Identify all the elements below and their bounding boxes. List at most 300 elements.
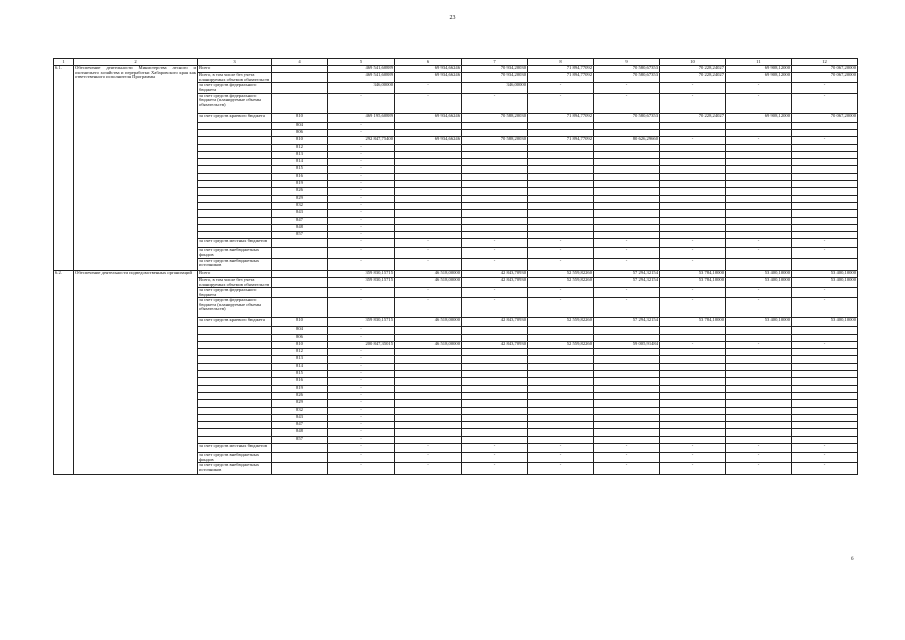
amount-cell: - <box>528 463 594 475</box>
amount-cell <box>726 422 792 429</box>
amount-cell: - <box>328 334 395 341</box>
amount-cell: 70 934,20030 <box>462 73 528 83</box>
amount-cell: - <box>462 444 528 453</box>
funding-source <box>198 414 272 421</box>
amount-cell <box>660 144 726 151</box>
amount-cell <box>594 217 660 224</box>
amount-cell: - <box>528 444 594 453</box>
amount-cell <box>594 151 660 158</box>
amount-cell <box>792 422 858 429</box>
amount-cell: - <box>726 288 792 298</box>
amount-cell: 53 400,10000 <box>792 318 858 327</box>
amount-cell <box>726 371 792 378</box>
funding-source: за счет средств внебюджетных источников <box>198 258 272 270</box>
amount-cell: - <box>726 239 792 248</box>
amount-cell: - <box>328 202 395 209</box>
amount-cell: - <box>395 93 462 113</box>
amount-cell: - <box>792 463 858 475</box>
amount-cell: - <box>462 298 528 318</box>
funding-source: за счет средств федерального бюджета (планируемые объемы обязательств) <box>198 298 272 318</box>
amount-cell <box>660 151 726 158</box>
amount-cell: 53 400,10000 <box>726 270 792 277</box>
funding-source <box>198 400 272 407</box>
amount-cell: - <box>660 93 726 113</box>
amount-cell <box>660 349 726 356</box>
amount-cell <box>528 202 594 209</box>
table-body <box>54 59 858 475</box>
amount-cell <box>594 363 660 370</box>
amount-cell <box>462 195 528 202</box>
amount-cell: 46 518,00000 <box>395 270 462 277</box>
amount-cell: - <box>528 93 594 113</box>
amount-cell <box>792 429 858 436</box>
amount-cell <box>660 159 726 166</box>
amount-cell <box>660 363 726 370</box>
funding-source: за счет средств внебюджетных фондов <box>198 248 272 258</box>
amount-cell <box>395 429 462 436</box>
amount-cell: - <box>328 363 395 370</box>
amount-cell: 70 580,67353 <box>594 73 660 83</box>
amount-cell: 52 559,82260 <box>528 270 594 277</box>
amount-cell <box>792 414 858 421</box>
funding-source <box>198 327 272 334</box>
amount-cell <box>726 334 792 341</box>
amount-cell: 52 559,82260 <box>528 341 594 348</box>
header-cell: 5 <box>328 59 395 66</box>
budget-code: 843 <box>272 210 328 217</box>
budget-code <box>272 463 328 475</box>
amount-cell: 69 934,66246 <box>395 66 462 73</box>
amount-cell: - <box>792 444 858 453</box>
amount-cell <box>395 371 462 378</box>
amount-cell: 70 067,20000 <box>792 113 858 122</box>
funding-source: Всего, в том числе без учета планируемых объемов обязательств <box>198 277 272 287</box>
amount-cell <box>528 371 594 378</box>
amount-cell <box>528 122 594 129</box>
amount-cell <box>594 181 660 188</box>
amount-cell <box>528 327 594 334</box>
amount-cell <box>726 129 792 136</box>
budget-code: 829 <box>272 195 328 202</box>
amount-cell: - <box>328 93 395 113</box>
budget-code: 813 <box>272 356 328 363</box>
amount-cell: - <box>328 429 395 436</box>
amount-cell <box>660 327 726 334</box>
amount-cell: 71 894,77092 <box>528 73 594 83</box>
amount-cell <box>792 210 858 217</box>
amount-cell: - <box>328 181 395 188</box>
funding-source <box>198 144 272 151</box>
amount-cell <box>792 232 858 239</box>
budget-code: 857 <box>272 232 328 239</box>
funding-source <box>198 122 272 129</box>
amount-cell: - <box>328 327 395 334</box>
amount-cell <box>792 195 858 202</box>
block-number: 6.2. <box>54 270 74 475</box>
amount-cell <box>395 129 462 136</box>
amount-cell <box>660 232 726 239</box>
amount-cell: - <box>395 298 462 318</box>
budget-code <box>272 239 328 248</box>
amount-cell <box>726 436 792 443</box>
amount-cell: 359 830,15715 <box>328 318 395 327</box>
amount-cell <box>594 371 660 378</box>
amount-cell: 53 784,10000 <box>660 318 726 327</box>
amount-cell <box>528 129 594 136</box>
amount-cell: - <box>328 166 395 173</box>
amount-cell: - <box>328 188 395 195</box>
funding-source: Всего <box>198 66 272 73</box>
budget-code: 813 <box>272 151 328 158</box>
page-number: 23 <box>449 15 456 21</box>
amount-cell <box>792 217 858 224</box>
amount-cell: 69 908,12000 <box>726 66 792 73</box>
amount-cell: - <box>395 83 462 93</box>
amount-cell <box>726 232 792 239</box>
amount-cell <box>462 144 528 151</box>
amount-cell: - <box>726 248 792 258</box>
amount-cell <box>594 159 660 166</box>
amount-cell: - <box>792 239 858 248</box>
amount-cell <box>660 378 726 385</box>
amount-cell: 71 894,77092 <box>528 113 594 122</box>
amount-cell: 200 847,35015 <box>328 341 395 348</box>
budget-code: 819 <box>272 385 328 392</box>
amount-cell: - <box>395 288 462 298</box>
amount-cell <box>395 195 462 202</box>
amount-cell: - <box>328 210 395 217</box>
table-row <box>54 270 858 277</box>
block-number: 6.1. <box>54 66 74 271</box>
amount-cell <box>462 181 528 188</box>
table-row <box>54 66 858 73</box>
amount-cell <box>660 195 726 202</box>
funding-source <box>198 210 272 217</box>
funding-source: за счет средств местных бюджетов <box>198 239 272 248</box>
amount-cell: 292 847,75400 <box>328 137 395 144</box>
amount-cell <box>726 159 792 166</box>
amount-cell <box>660 217 726 224</box>
amount-cell <box>792 392 858 399</box>
amount-cell <box>395 356 462 363</box>
amount-cell <box>660 407 726 414</box>
amount-cell: - <box>594 258 660 270</box>
amount-cell <box>528 151 594 158</box>
funding-source <box>198 429 272 436</box>
amount-cell: - <box>726 298 792 318</box>
amount-cell: 359 830,15715 <box>328 270 395 277</box>
amount-cell <box>528 159 594 166</box>
amount-cell <box>792 173 858 180</box>
block-name: Обеспечение деятельности подведомственных организаций <box>74 270 198 475</box>
budget-code: 810 <box>272 113 328 122</box>
amount-cell <box>395 159 462 166</box>
funding-source <box>198 232 272 239</box>
funding-source <box>198 224 272 231</box>
amount-cell: 46 518,00000 <box>395 341 462 348</box>
amount-cell: - <box>792 248 858 258</box>
amount-cell <box>462 334 528 341</box>
amount-cell <box>594 210 660 217</box>
amount-cell <box>594 327 660 334</box>
amount-cell: 346,00000 <box>462 83 528 93</box>
amount-cell: - <box>328 378 395 385</box>
amount-cell <box>528 210 594 217</box>
amount-cell <box>395 224 462 231</box>
amount-cell: - <box>660 248 726 258</box>
amount-cell: - <box>528 248 594 258</box>
amount-cell <box>395 166 462 173</box>
amount-cell <box>462 436 528 443</box>
amount-cell: - <box>328 400 395 407</box>
amount-cell <box>726 429 792 436</box>
funding-source <box>198 422 272 429</box>
amount-cell: - <box>528 453 594 463</box>
funding-source <box>198 407 272 414</box>
amount-cell <box>528 363 594 370</box>
amount-cell <box>726 349 792 356</box>
header-row <box>54 59 858 66</box>
amount-cell <box>395 378 462 385</box>
amount-cell: - <box>660 258 726 270</box>
amount-cell: - <box>328 392 395 399</box>
amount-cell <box>528 173 594 180</box>
amount-cell <box>660 181 726 188</box>
amount-cell: - <box>328 349 395 356</box>
amount-cell <box>395 122 462 129</box>
amount-cell: 70 228,24027 <box>660 73 726 83</box>
amount-cell <box>594 188 660 195</box>
amount-cell: 69 908,12000 <box>726 73 792 83</box>
amount-cell: - <box>660 137 726 144</box>
amount-cell: - <box>462 288 528 298</box>
amount-cell <box>528 144 594 151</box>
budget-code: 806 <box>272 334 328 341</box>
budget-code: 826 <box>272 392 328 399</box>
amount-cell: - <box>792 288 858 298</box>
budget-code <box>272 258 328 270</box>
amount-cell: - <box>395 239 462 248</box>
amount-cell <box>395 385 462 392</box>
amount-cell <box>792 400 858 407</box>
amount-cell: 346,00000 <box>328 83 395 93</box>
budget-code: 815 <box>272 371 328 378</box>
amount-cell: - <box>328 159 395 166</box>
amount-cell <box>462 122 528 129</box>
amount-cell <box>792 224 858 231</box>
amount-cell <box>594 334 660 341</box>
budget-code: 848 <box>272 429 328 436</box>
amount-cell: 52 559,82260 <box>528 318 594 327</box>
funding-source <box>198 159 272 166</box>
amount-cell: 70 580,67353 <box>594 66 660 73</box>
header-cell: 6 <box>395 59 462 66</box>
amount-cell: 52 559,82260 <box>528 277 594 287</box>
funding-source: за счет средств внебюджетных источников <box>198 463 272 475</box>
amount-cell <box>462 327 528 334</box>
budget-code: 810 <box>272 341 328 348</box>
amount-cell: - <box>328 422 395 429</box>
amount-cell: - <box>328 453 395 463</box>
amount-cell <box>792 371 858 378</box>
amount-cell: - <box>594 93 660 113</box>
amount-cell: 71 894,77092 <box>528 137 594 144</box>
budget-code: 804 <box>272 122 328 129</box>
amount-cell <box>594 414 660 421</box>
amount-cell <box>660 429 726 436</box>
amount-cell <box>528 436 594 443</box>
amount-cell: 70 580,67353 <box>594 113 660 122</box>
amount-cell: - <box>660 298 726 318</box>
amount-cell <box>528 188 594 195</box>
amount-cell: - <box>462 239 528 248</box>
amount-cell <box>792 188 858 195</box>
funding-source <box>198 385 272 392</box>
amount-cell <box>528 414 594 421</box>
amount-cell: - <box>328 463 395 475</box>
budget-code <box>272 93 328 113</box>
block-name: Обеспечение деятельности Министерства лесного и охотничьего хозяйства и переработки Хабаровского края как ответственного исполнителя Программы <box>74 66 198 271</box>
amount-cell: 57 294,32154 <box>594 270 660 277</box>
amount-cell: - <box>660 83 726 93</box>
amount-cell <box>462 407 528 414</box>
budget-code <box>272 444 328 453</box>
budget-code <box>272 277 328 287</box>
amount-cell: 69 934,66246 <box>395 73 462 83</box>
amount-cell <box>660 224 726 231</box>
amount-cell <box>395 392 462 399</box>
amount-cell: - <box>594 83 660 93</box>
amount-cell: 70 588,20030 <box>462 113 528 122</box>
amount-cell: 53 400,10000 <box>792 270 858 277</box>
amount-cell <box>462 232 528 239</box>
amount-cell: - <box>328 248 395 258</box>
amount-cell: 53 400,10000 <box>726 318 792 327</box>
amount-cell: 70 228,24027 <box>660 66 726 73</box>
amount-cell: - <box>594 463 660 475</box>
funding-source <box>198 173 272 180</box>
amount-cell <box>528 422 594 429</box>
amount-cell <box>462 173 528 180</box>
amount-cell <box>528 217 594 224</box>
footer-mark: 6 <box>851 557 854 562</box>
amount-cell <box>462 429 528 436</box>
amount-cell <box>594 144 660 151</box>
amount-cell <box>726 173 792 180</box>
amount-cell: - <box>395 453 462 463</box>
amount-cell: - <box>528 83 594 93</box>
header-cell: 2 <box>74 59 198 66</box>
amount-cell <box>660 122 726 129</box>
amount-cell <box>528 181 594 188</box>
amount-cell <box>726 400 792 407</box>
amount-cell: - <box>328 385 395 392</box>
budget-code: 847 <box>272 217 328 224</box>
funding-source <box>198 181 272 188</box>
amount-cell: - <box>792 453 858 463</box>
amount-cell: - <box>395 258 462 270</box>
funding-source <box>198 356 272 363</box>
amount-cell: - <box>528 239 594 248</box>
amount-cell: - <box>792 341 858 348</box>
amount-cell <box>660 422 726 429</box>
amount-cell <box>726 224 792 231</box>
amount-cell <box>792 407 858 414</box>
funding-source: за счет средств внебюджетных фондов <box>198 453 272 463</box>
amount-cell: - <box>726 341 792 348</box>
budget-code: 848 <box>272 224 328 231</box>
funding-source: за счет средств федерального бюджета <box>198 288 272 298</box>
amount-cell: - <box>328 232 395 239</box>
amount-cell <box>528 166 594 173</box>
amount-cell <box>660 166 726 173</box>
amount-cell <box>462 224 528 231</box>
amount-cell: - <box>328 258 395 270</box>
budget-code: 806 <box>272 129 328 136</box>
amount-cell: 71 894,77092 <box>528 66 594 73</box>
amount-cell: - <box>792 298 858 318</box>
amount-cell <box>726 258 792 270</box>
amount-cell <box>395 210 462 217</box>
amount-cell <box>594 202 660 209</box>
amount-cell <box>462 217 528 224</box>
amount-cell <box>660 129 726 136</box>
header-cell: 11 <box>726 59 792 66</box>
amount-cell <box>462 129 528 136</box>
amount-cell <box>726 202 792 209</box>
amount-cell: - <box>328 298 395 318</box>
amount-cell: - <box>462 258 528 270</box>
amount-cell: - <box>328 151 395 158</box>
amount-cell <box>395 202 462 209</box>
amount-cell: - <box>328 288 395 298</box>
funding-source <box>198 202 272 209</box>
amount-cell <box>528 392 594 399</box>
amount-cell: 70 228,24027 <box>660 113 726 122</box>
amount-cell <box>726 407 792 414</box>
amount-cell <box>726 392 792 399</box>
amount-cell <box>395 363 462 370</box>
funding-source: за счет средств краевого бюджета <box>198 318 272 327</box>
amount-cell <box>726 144 792 151</box>
amount-cell <box>395 436 462 443</box>
amount-cell <box>792 122 858 129</box>
amount-cell <box>660 436 726 443</box>
amount-cell <box>462 363 528 370</box>
amount-cell: - <box>328 356 395 363</box>
amount-cell <box>462 210 528 217</box>
amount-cell <box>660 371 726 378</box>
funding-source <box>198 166 272 173</box>
budget-code <box>272 288 328 298</box>
funding-source <box>198 188 272 195</box>
amount-cell: - <box>328 122 395 129</box>
amount-cell: - <box>462 453 528 463</box>
amount-cell <box>660 400 726 407</box>
amount-cell <box>594 122 660 129</box>
amount-cell <box>395 407 462 414</box>
amount-cell <box>792 363 858 370</box>
amount-cell: - <box>726 453 792 463</box>
header-cell: 8 <box>528 59 594 66</box>
amount-cell <box>462 166 528 173</box>
amount-cell: 42 843,70930 <box>462 341 528 348</box>
amount-cell <box>660 334 726 341</box>
amount-cell <box>660 202 726 209</box>
amount-cell: 69 908,12000 <box>726 113 792 122</box>
amount-cell <box>462 151 528 158</box>
amount-cell: - <box>395 463 462 475</box>
